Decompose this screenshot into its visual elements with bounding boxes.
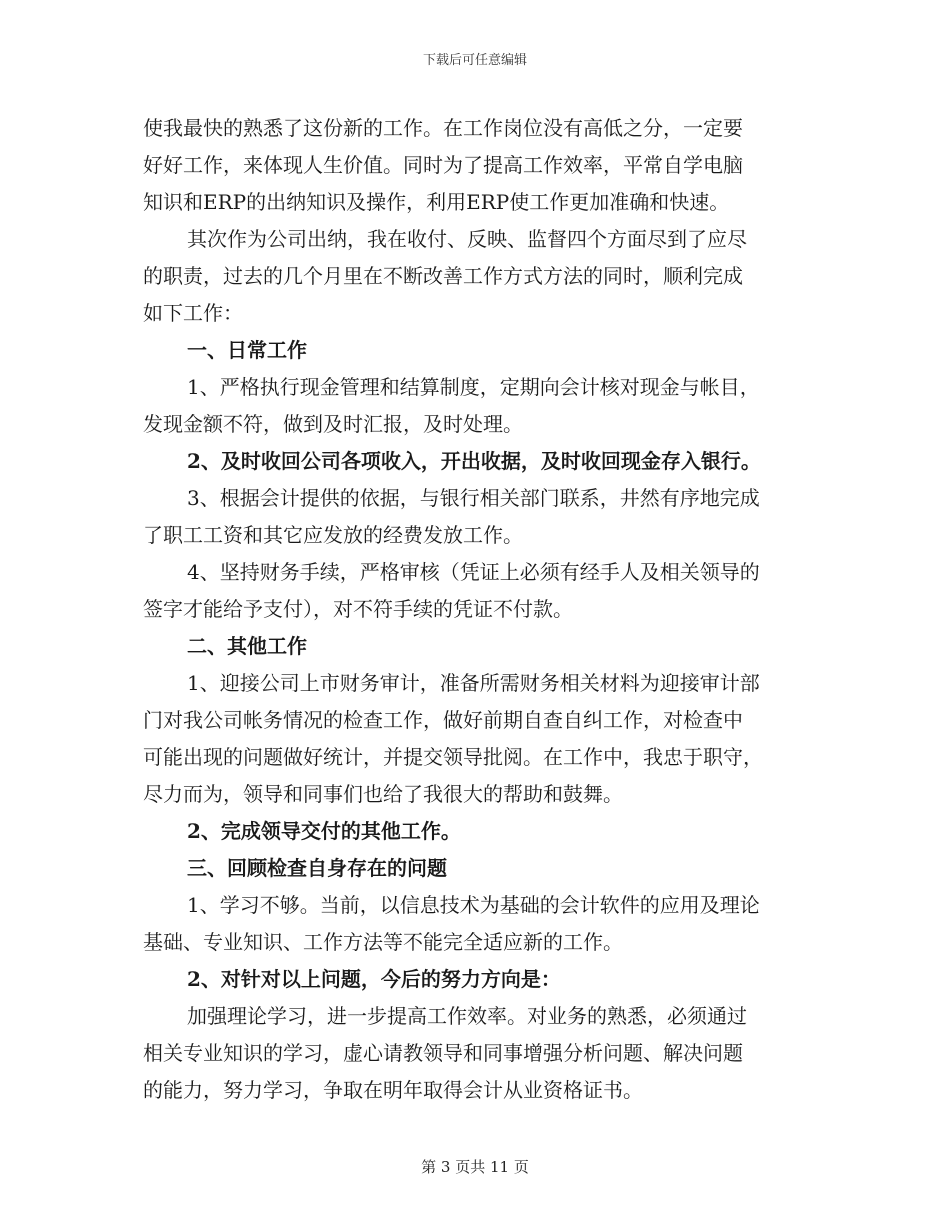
paragraph-line: 基础、专业知识、工作方法等不能完全适应新的工作。: [143, 930, 623, 954]
paragraph-line: 了职工工资和其它应发放的经费发放工作。: [143, 523, 523, 547]
paragraph-line: 1、学习不够。当前，以信息技术为基础的会计软件的应用及理论: [187, 893, 760, 917]
section-heading-line: 2、及时收回公司各项收入，开出收据，及时收回现金存入银行。: [187, 449, 761, 473]
document-body: [143, 110, 811, 1109]
paragraph-line: 好好工作，来体现人生价值。同时为了提高工作效率，平常自学电脑: [143, 153, 743, 177]
page-footer: 第 3 页共 11 页: [421, 1158, 529, 1176]
paragraph-line: 如下工作：: [143, 301, 243, 325]
paragraph-line: 3、根据会计提供的依据，与银行相关部门联系，井然有序地完成: [187, 486, 760, 510]
paragraph-line: 的职责，过去的几个月里在不断改善工作方式方法的同时，顺利完成: [143, 264, 743, 288]
paragraph-line: 相关专业知识的学习，虚心请教领导和同事增强分析问题、解决问题: [143, 1041, 743, 1065]
section-heading-line: 2、完成领导交付的其他工作。: [187, 819, 461, 843]
section-heading-line: 2、对针对以上问题，今后的努力方向是：: [187, 967, 561, 991]
paragraph-line: 尽力而为，领导和同事们也给了我很大的帮助和鼓舞。: [143, 782, 623, 806]
paragraph-line: 1、迎接公司上市财务审计，准备所需财务相关材料为迎接审计部: [187, 671, 760, 695]
paragraph-line: 门对我公司帐务情况的检查工作，做好前期自查自纠工作，对检查中: [143, 708, 743, 732]
paragraph-line: 发现金额不符，做到及时汇报，及时处理。: [143, 412, 523, 436]
section-heading-line: 三、回顾检查自身存在的问题: [187, 856, 447, 880]
paragraph-line: 其次作为公司出纳，我在收付、反映、监督四个方面尽到了应尽: [187, 227, 747, 251]
paragraph-line: 可能出现的问题做好统计，并提交领导批阅。在工作中，我忠于职守，: [143, 745, 763, 769]
paragraph-line: 加强理论学习，进一步提高工作效率。对业务的熟悉，必须通过: [187, 1004, 747, 1028]
paragraph-line: 知识和ERP的出纳知识及操作，利用ERP使工作更加准确和快速。: [143, 190, 730, 214]
paragraph-line: 4、坚持财务手续，严格审核（凭证上必须有经手人及相关领导的: [187, 560, 760, 584]
section-heading-line: 二、其他工作: [187, 634, 307, 658]
paragraph-line: 1、严格执行现金管理和结算制度，定期向会计核对现金与帐目，: [187, 375, 760, 399]
page-header: 下载后可任意编辑: [422, 53, 527, 68]
paragraph-line: 使我最快的熟悉了这份新的工作。在工作岗位没有高低之分，一定要: [143, 116, 743, 140]
section-heading-line: 一、日常工作: [187, 338, 307, 362]
paragraph-line: 的能力，努力学习，争取在明年取得会计从业资格证书。: [143, 1078, 643, 1102]
paragraph-line: 签字才能给予支付），对不符手续的凭证不付款。: [143, 597, 573, 621]
